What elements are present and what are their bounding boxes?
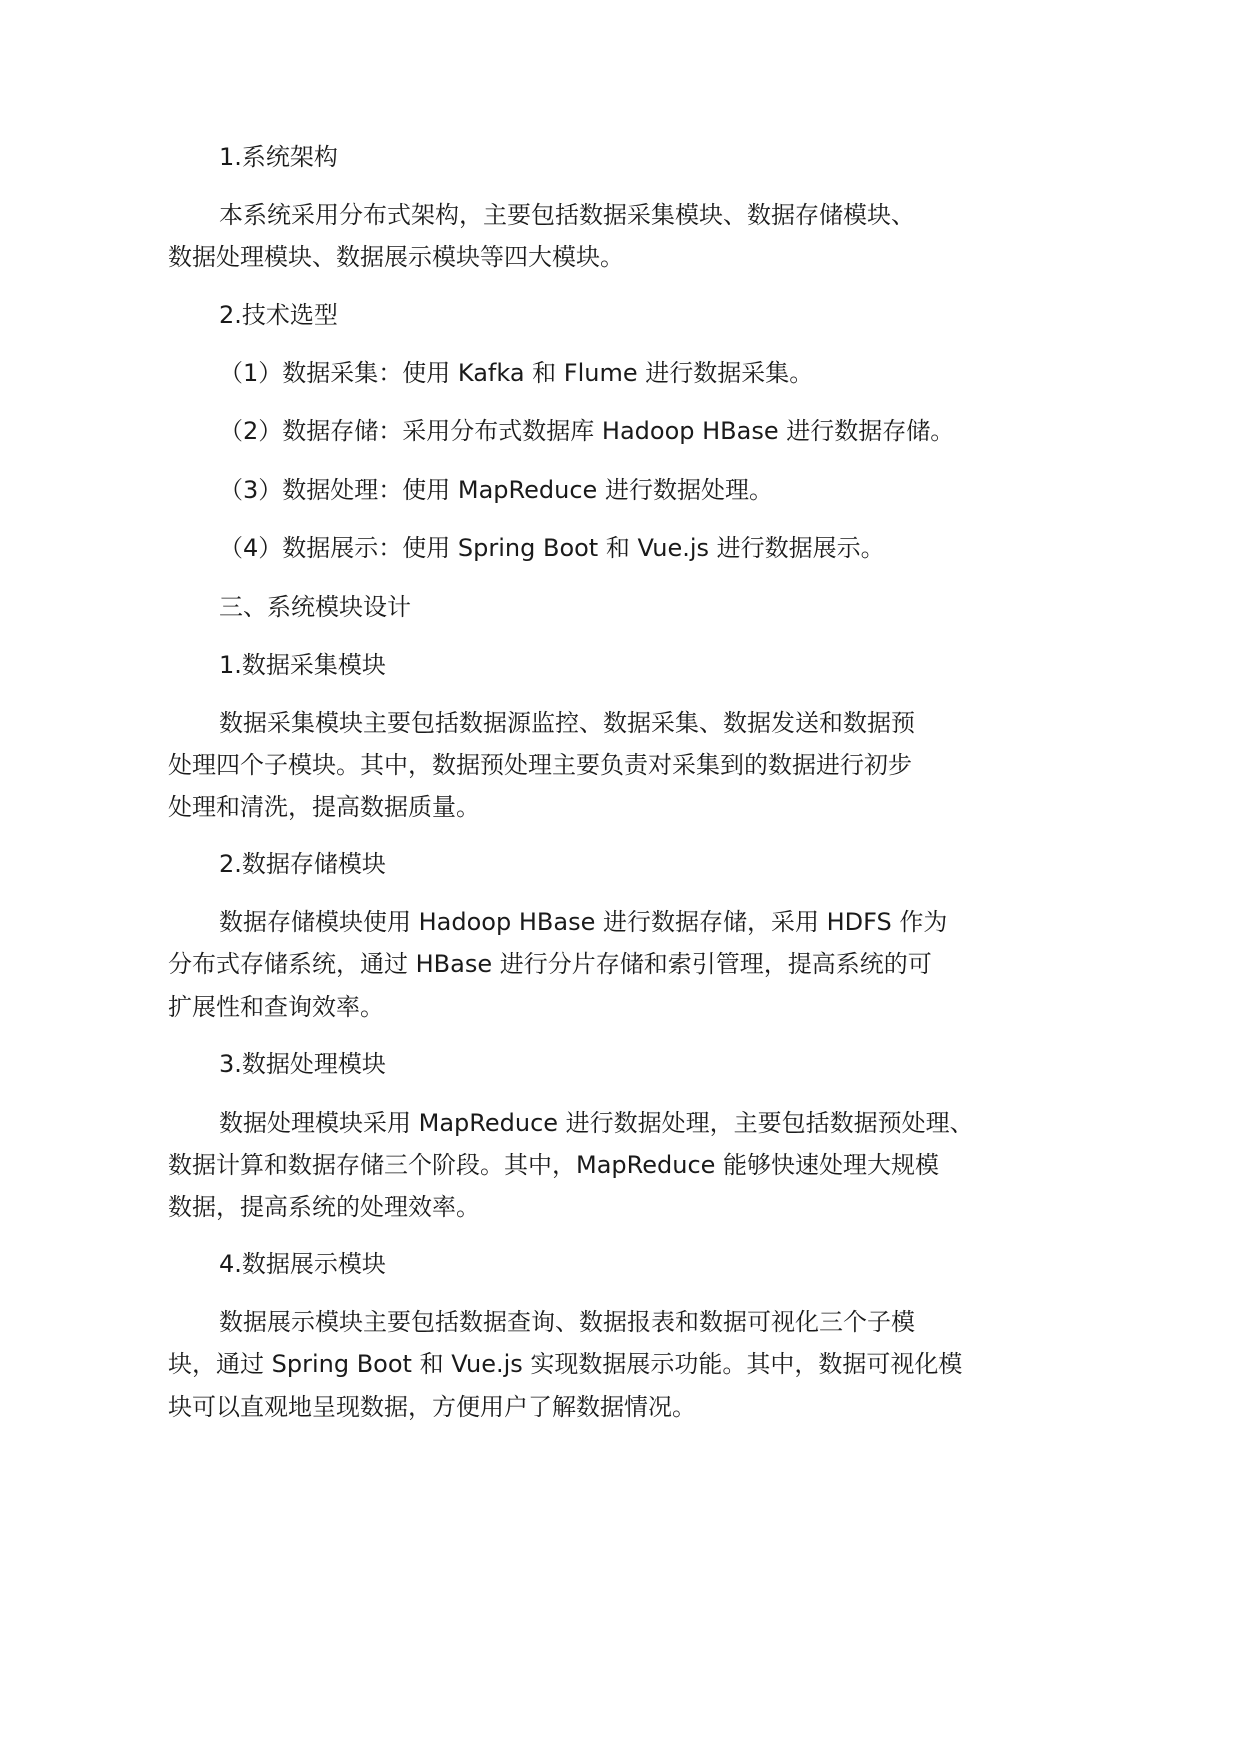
paragraph-line: 数据采集模块主要包括数据源监控、数据采集、数据发送和数据预 — [219, 709, 915, 737]
paragraph-line: 数据存储模块使用 Hadoop HBase 进行数据存储，采用 HDFS 作为 — [219, 908, 948, 936]
paragraph-line: 本系统采用分布式架构，主要包括数据采集模块、数据存储模块、 — [219, 201, 915, 229]
paragraph-line: 处理四个子模块。其中，数据预处理主要负责对采集到的数据进行初步 — [168, 751, 912, 779]
paragraph-line: 数据处理模块采用 MapReduce 进行数据处理，主要包括数据预处理、 — [219, 1109, 974, 1137]
paragraph-line: 扩展性和查询效率。 — [168, 993, 384, 1021]
paragraph-line: 数据，提高系统的处理效率。 — [168, 1193, 480, 1221]
paragraph-line: 数据展示模块主要包括数据查询、数据报表和数据可视化三个子模 — [219, 1308, 915, 1336]
chapter-heading-module-design: 三、系统模块设计 — [219, 593, 411, 621]
paragraph-line: 块，通过 Spring Boot 和 Vue.js 实现数据展示功能。其中，数据可视化模 — [168, 1350, 963, 1378]
paragraph-line: 分布式存储系统，通过 HBase 进行分片存储和索引管理，提高系统的可 — [168, 950, 932, 978]
section-heading-collection-module: 1.数据采集模块 — [219, 651, 386, 679]
paragraph-line: 数据处理模块、数据展示模块等四大模块。 — [168, 243, 624, 271]
list-item-data-storage: （2）数据存储：采用分布式数据库 Hadoop HBase 进行数据存储。 — [219, 417, 955, 445]
section-heading-processing-module: 3.数据处理模块 — [219, 1050, 386, 1078]
section-heading-display-module: 4.数据展示模块 — [219, 1250, 386, 1278]
section-heading-system-architecture: 1.系统架构 — [219, 143, 338, 171]
list-item-data-display: （4）数据展示：使用 Spring Boot 和 Vue.js 进行数据展示。 — [219, 534, 885, 562]
paragraph-line: 数据计算和数据存储三个阶段。其中，MapReduce 能够快速处理大规模 — [168, 1151, 940, 1179]
list-item-data-processing: （3）数据处理：使用 MapReduce 进行数据处理。 — [219, 476, 773, 504]
section-heading-tech-selection: 2.技术选型 — [219, 301, 338, 329]
paragraph-line: 块可以直观地呈现数据，方便用户了解数据情况。 — [168, 1393, 696, 1421]
paragraph-line: 处理和清洗，提高数据质量。 — [168, 793, 480, 821]
section-heading-storage-module: 2.数据存储模块 — [219, 850, 386, 878]
list-item-data-collection: （1）数据采集：使用 Kafka 和 Flume 进行数据采集。 — [219, 359, 814, 387]
